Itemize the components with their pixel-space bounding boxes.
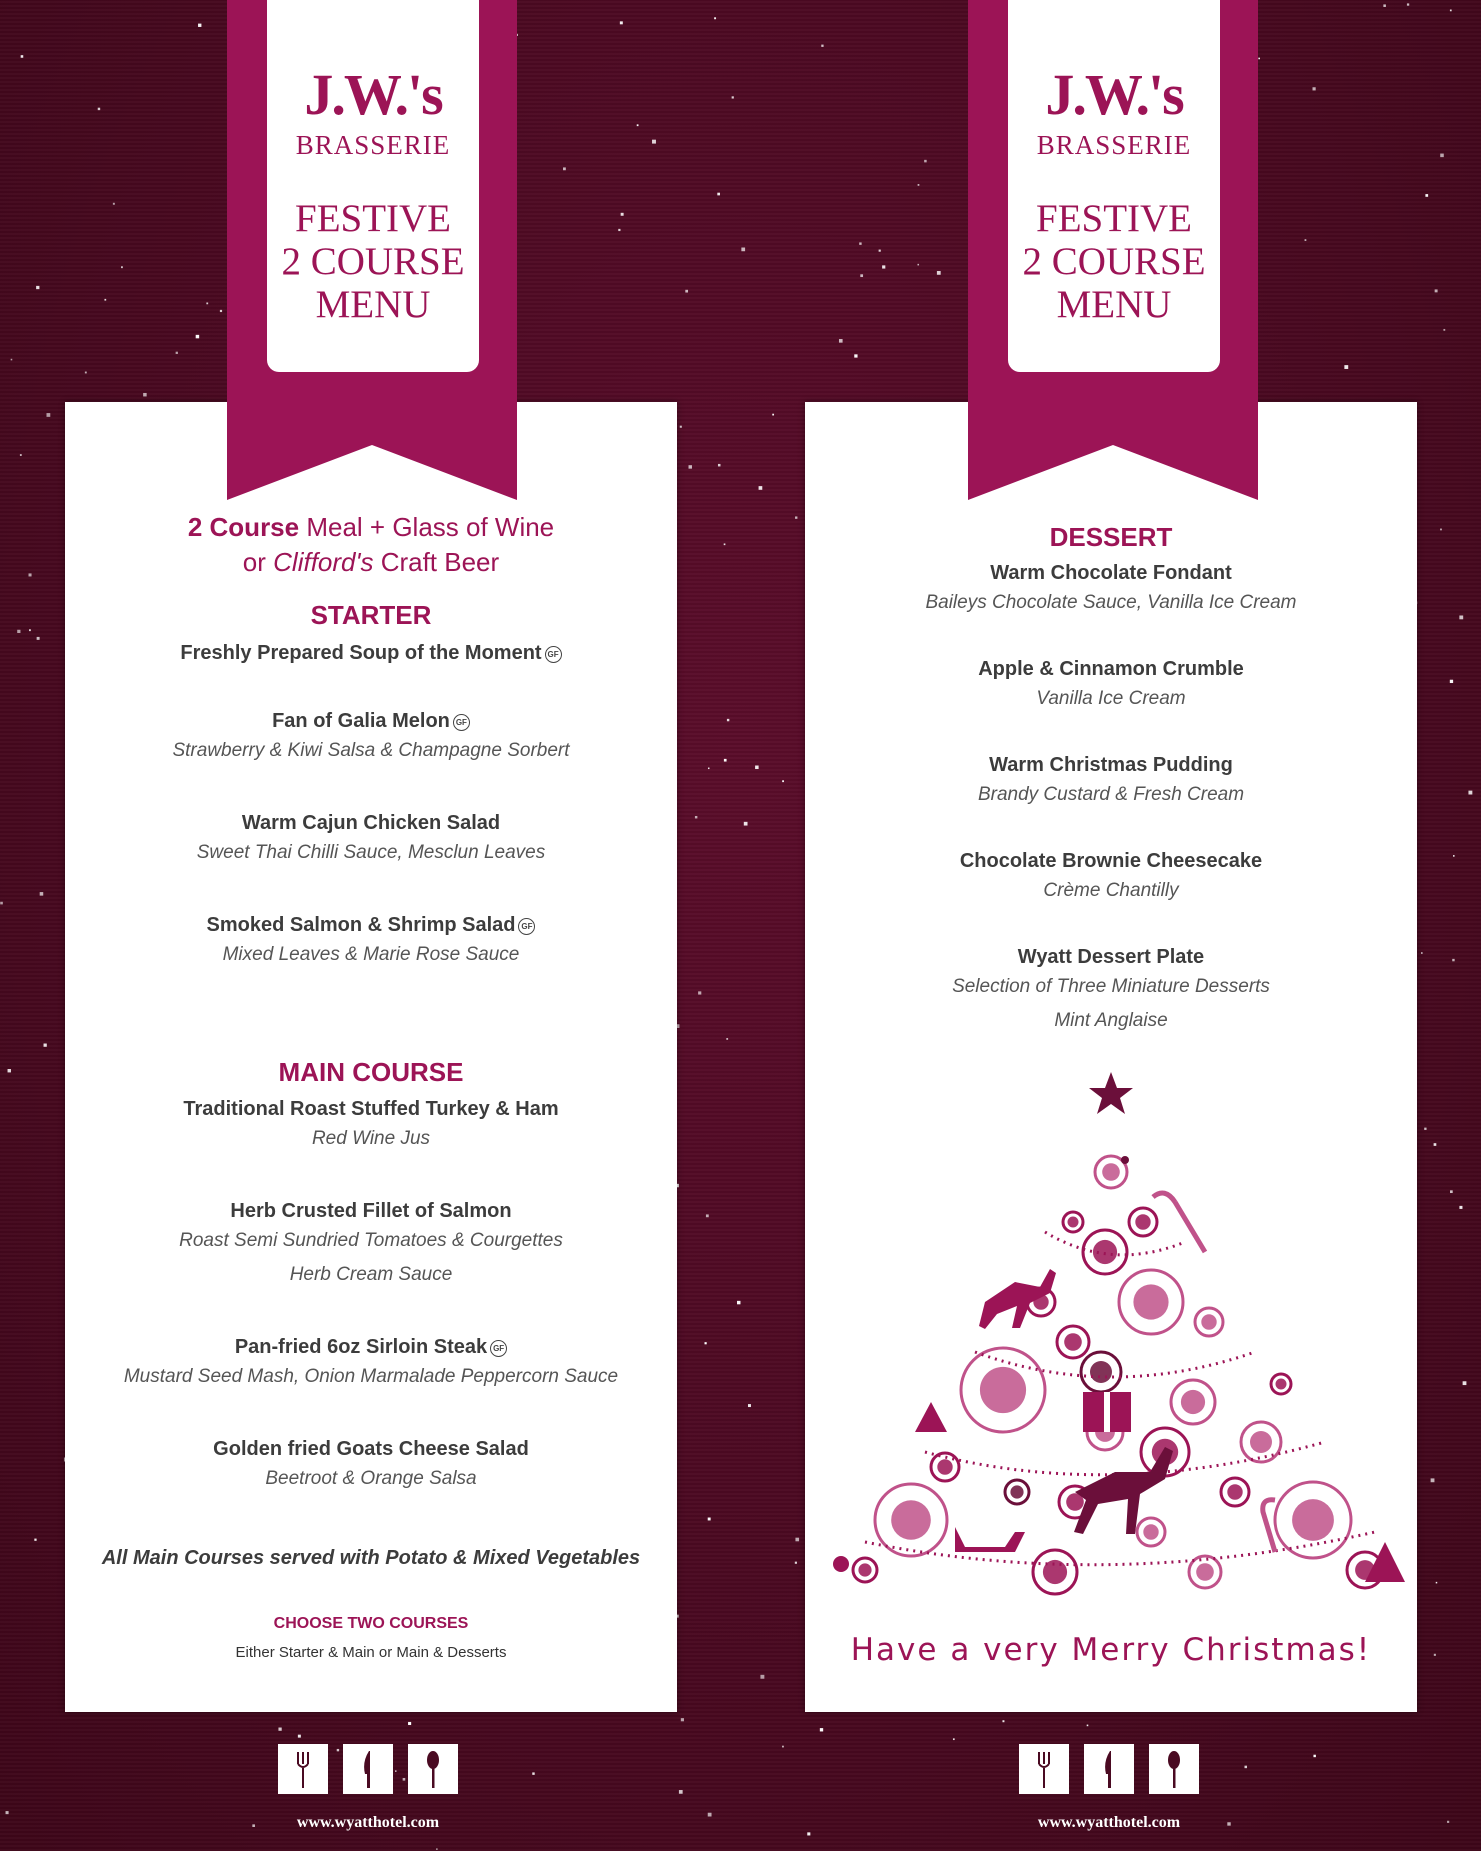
star-dot [1344,365,1348,369]
star-dot [220,310,222,312]
menu-title-line: 2 COURSE [1022,240,1206,283]
star-dot [618,229,620,231]
star-dot [918,184,920,186]
ornament-icon [1196,1563,1214,1581]
star-dot [436,1848,438,1850]
star-dot [717,193,720,196]
star-dot [689,465,692,468]
greeting-text: Have a very Merry Christmas! [850,1632,1372,1668]
tree-icon [1365,1542,1405,1582]
gluten-free-badge: GF [490,1340,507,1357]
menu-item [65,708,677,768]
star-dot [36,286,39,289]
star-dot [879,250,881,252]
star-dot [1383,4,1386,7]
star-dot [772,414,774,416]
star-dot [741,248,745,252]
star-dot [40,892,44,896]
menu-title-line: MENU [315,283,431,326]
star-dot [395,1770,397,1772]
star-dot [298,1735,301,1738]
star-dot [705,1342,707,1344]
intro-bold: 2 Course [187,512,300,542]
dish-name-text: Warm Christmas Pudding [989,754,1233,776]
star-dot [953,1738,955,1740]
menu-panel-left [65,402,677,1712]
star-dot [821,45,823,47]
star-dot [637,124,639,126]
star-dot [1434,1654,1436,1656]
star-dot [337,1749,339,1751]
star-dot [1453,855,1455,857]
brand-subtitle: BRASSERIE [1036,130,1192,160]
star-dot [252,1824,255,1827]
website-link[interactable]: www.wyatthotel.com [1037,1814,1181,1831]
star-dot [143,393,146,396]
star-dot [278,1728,281,1731]
dish-name-text: Apple & Cinnamon Crumble [978,658,1244,680]
star-dot [104,299,106,301]
star-dot [685,290,688,293]
dish-name-text: Freshly Prepared Soup of the Moment [180,642,542,664]
intro-line1: Meal + Glass of Wine [299,512,555,542]
star-dot [196,335,199,338]
star-dot [29,573,32,576]
star-dot [755,766,759,770]
star-dot [917,264,919,266]
intro-line2-post: Craft Beer [373,547,500,577]
star-dot [1434,1143,1437,1146]
star-dot [737,1301,740,1304]
dish-name [805,656,1417,682]
dish-description: Strawberry & Kiwi Salsa & Champagne Sorbert [172,740,570,761]
ornament-icon [1064,1333,1082,1351]
star-dot [937,271,941,275]
menu-title-line: FESTIVE [1036,197,1192,240]
star-dot [839,339,843,343]
dish-description: Mustard Seed Mash, Onion Marmalade Peppercorn Sauce [123,1366,619,1387]
brand-logo: J.W.'s [1045,62,1183,127]
star-dot [563,167,566,170]
star-dot [732,96,734,98]
star-dot [795,516,797,518]
ornament-icon [1068,1217,1079,1228]
star-dot [924,160,927,163]
star-dot [714,17,716,19]
ornament-icon [1090,1361,1112,1383]
star-dot [727,719,729,721]
star-dot [708,1813,712,1817]
ornament-icon [1227,1484,1242,1499]
menu-title-line: MENU [1056,283,1172,326]
menu-item [805,560,1417,620]
dish-name-text: Golden fried Goats Cheese Salad [213,1438,529,1460]
menu-item [65,1436,677,1496]
star-dot [1463,1381,1467,1385]
menu-label-left [267,0,479,372]
star-dot [1313,1755,1315,1757]
dish-description: Selection of Three Miniature Desserts [952,976,1270,997]
brand-logo: J.W.'s [304,62,442,127]
menu-item [805,656,1417,716]
dish-description: Beetroot & Orange Salsa [265,1468,477,1489]
star-dot [34,1539,36,1541]
star-dot [1459,1206,1462,1209]
dish-description: Red Wine Jus [311,1128,431,1149]
holly-icon [1121,1156,1129,1164]
star-dot [882,265,885,268]
dish-name [805,560,1417,586]
star-dot [1227,1822,1230,1825]
menu-label-right [1008,0,1220,372]
dish-description: Sweet Thai Chilli Sauce, Mesclun Leaves [196,842,546,863]
star-dot [760,1675,764,1679]
star-dot [1431,1478,1435,1482]
star-dot [679,1790,683,1794]
fork-icon [1019,1744,1069,1794]
ornament-icon [1201,1314,1216,1329]
ornament-icon [1250,1431,1272,1453]
dish-name [805,752,1417,778]
choose-courses-subtitle: Either Starter & Main or Main & Desserts [235,1644,507,1661]
star-dot [1452,959,1454,961]
dish-name-text: Pan-fried 6oz Sirloin Steak [234,1336,488,1358]
star-dot [1421,952,1423,954]
dish-name-text: Warm Chocolate Fondant [990,562,1232,584]
ornament-icon [891,1500,931,1540]
star-dot [6,1811,9,1814]
star-icon [1089,1072,1133,1114]
menu-item [805,752,1417,812]
star-dot [706,1214,709,1217]
gluten-free-badge: GF [518,918,535,935]
ornament-icon [937,1459,952,1474]
dish-name-text: Fan of Galia Melon [272,710,450,732]
dish-name [65,912,677,938]
ornament-icon [1102,1163,1120,1181]
star-dot [1087,1725,1089,1727]
dish-description: Vanilla Ice Cream [1036,688,1186,709]
star-dot [1443,329,1445,331]
dish-name [65,640,677,666]
star-dot [1258,58,1260,60]
dish-name [65,708,677,734]
star-dot [859,242,861,244]
dish-name [805,944,1417,970]
star-dot [206,302,208,304]
dish-description: Mint Anglaise [1054,1010,1168,1031]
menu-item [65,1334,677,1394]
spoon-icon [408,1744,458,1794]
star-dot [782,780,784,782]
star-dot [1450,10,1452,12]
gluten-free-badge: GF [453,714,470,731]
star-dot [408,1722,411,1725]
intro-beer-brand: Clifford's [273,547,374,577]
dish-name-text: Warm Cajun Chicken Salad [241,812,501,834]
star-dot [795,1562,797,1564]
menu-panel-right [805,402,1417,1712]
star-dot [708,1518,711,1521]
star-dot [854,354,857,357]
star-dot [11,359,13,361]
menu-item [65,912,677,972]
star-dot [1425,194,1428,197]
menu-title-line: 2 COURSE [281,240,465,283]
tree-icon [915,1402,947,1432]
star-dot [198,24,201,27]
menu-item [65,1198,677,1292]
intro-line2-pre: or [242,547,274,577]
star-dot [98,108,100,110]
dish-name [65,1096,677,1122]
choose-courses-title: CHOOSE TWO COURSES [273,1615,469,1632]
star-dot [1424,1128,1426,1130]
ornament-icon [1276,1379,1287,1390]
ornament-icon [1292,1499,1334,1541]
brand-subtitle: BRASSERIE [295,130,451,160]
star-dot [1447,1821,1449,1823]
dish-description: Roast Semi Sundried Tomatoes & Courgettes [179,1230,563,1251]
star-dot [1305,239,1307,241]
menu-item [65,810,677,870]
star-dot [20,454,22,456]
star-dot [759,486,763,490]
website-link[interactable]: www.wyatthotel.com [296,1814,440,1831]
dish-name [65,1436,677,1462]
dish-name-text: Smoked Salmon & Shrimp Salad [206,914,516,936]
star-dot [85,372,87,374]
christmas-tree-illustration [805,1072,1417,1612]
sleigh-icon [955,1527,1025,1552]
star-dot [724,543,726,545]
star-dot [532,1772,534,1774]
dish-name-text: Chocolate Brownie Cheesecake [959,850,1263,872]
ornament-icon [858,1563,871,1576]
knife-icon [1084,1744,1134,1794]
star-dot [726,1038,728,1040]
star-dot [29,629,31,631]
star-dot [698,991,701,994]
star-dot [44,1044,47,1047]
menu-item [65,1096,677,1156]
main-course-note: All Main Courses served with Potato & Mixed Vegetables [101,1547,641,1569]
star-dot [121,266,123,268]
star-dot [1245,1766,1248,1769]
dish-name [65,1334,677,1360]
gift-icon [1104,1392,1110,1432]
star-dot [795,1538,799,1542]
holly-icon [833,1556,849,1572]
star-dot [1450,1190,1453,1193]
dish-description: Crème Chantilly [1043,880,1179,901]
dish-description: Baileys Chocolate Sauce, Vanilla Ice Cream [925,592,1297,613]
dish-name-text: Traditional Roast Stuffed Turkey & Ham [183,1098,559,1120]
star-dot [820,1728,823,1731]
dish-description: Brandy Custard & Fresh Cream [977,784,1245,805]
menu-item [805,944,1417,1038]
dish-description: Herb Cream Sauce [289,1264,453,1285]
star-dot [782,1746,784,1748]
star-dot [680,426,682,428]
intro-text [65,510,677,580]
star-dot [17,630,20,633]
dish-name [805,848,1417,874]
star-dot [620,21,623,24]
ornament-icon [1135,1214,1150,1229]
star-dot [37,637,40,640]
dish-description: Mixed Leaves & Marie Rose Sauce [222,944,520,965]
ornament-icon [1093,1240,1117,1264]
ornament-icon [1143,1524,1158,1539]
star-dot [621,213,624,216]
star-dot [681,1718,684,1721]
star-dot [1313,87,1316,90]
star-dot [860,274,863,277]
star-dot [1440,529,1442,531]
star-dot [176,352,178,354]
star-dot [695,816,697,818]
spoon-icon [1149,1744,1199,1794]
starter-title: STARTER [310,600,432,630]
star-dot [708,768,710,770]
ornament-icon [1010,1485,1023,1498]
star-dot [1468,791,1472,795]
star-dot [1459,615,1463,619]
star-dot [0,902,3,905]
star-dot [21,55,24,58]
ornament-icon [1181,1390,1205,1414]
star-dot [46,413,50,417]
star-dot [8,1069,11,1072]
star-dot [718,464,721,467]
knife-icon [343,1744,393,1794]
star-dot [748,1404,751,1407]
star-dot [403,1778,406,1781]
main-course-title: MAIN COURSE [278,1057,464,1087]
candy-cane-icon [1263,1500,1275,1552]
star-dot [652,140,656,144]
dish-name-text: Herb Crusted Fillet of Salmon [230,1200,512,1222]
ornament-icon [1133,1284,1168,1319]
gluten-free-badge: GF [545,646,562,663]
ornament-icon [980,1367,1026,1413]
star-dot [1450,680,1453,683]
menu-item [805,848,1417,908]
star-dot [1440,154,1444,158]
dish-name-text: Wyatt Dessert Plate [1017,946,1205,968]
star-dot [724,759,727,762]
star-dot [744,822,748,826]
star-dot [113,203,115,205]
star-dot [1435,289,1438,292]
star-dot [1407,3,1409,5]
dish-name [65,810,677,836]
menu-title-line: FESTIVE [295,197,451,240]
fork-icon [278,1744,328,1794]
star-dot [1002,1720,1004,1722]
menu-item [65,640,677,666]
dish-name [65,1198,677,1224]
star-dot [807,1832,810,1835]
dessert-title: DESSERT [1049,522,1173,552]
star-dot [1436,1582,1438,1584]
